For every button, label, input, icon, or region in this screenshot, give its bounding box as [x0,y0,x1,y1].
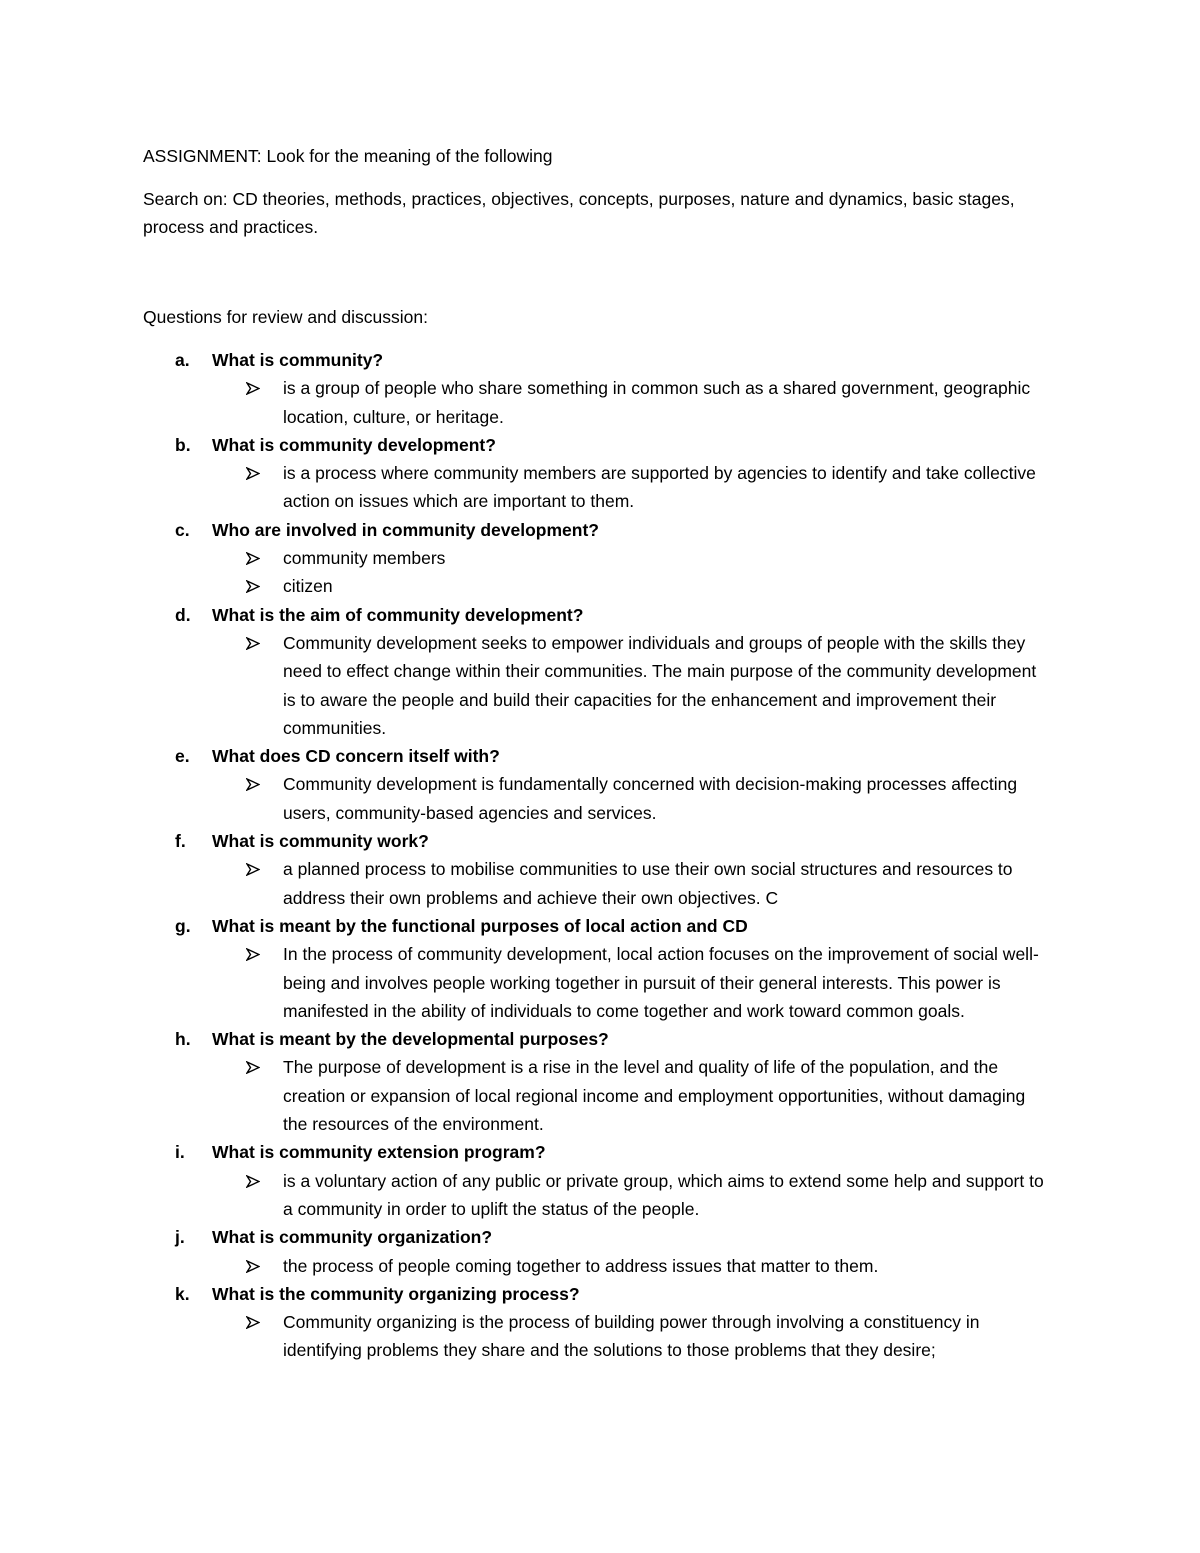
question-letter: h. [175,1029,191,1050]
answer-item [0,572,1053,600]
answer-text: citizen [283,576,333,597]
qa-item [0,1138,1200,1223]
answer-text: is a process where community members are supported by agencies to identify and take collective action on issues which are important to them. [283,463,1036,512]
answer-item [0,855,1053,912]
question-text: What is community organization? [212,1227,493,1248]
question-row [0,1223,1200,1251]
qa-item [0,516,1200,601]
question-letter: a. [175,350,190,370]
answer-list [0,770,1200,827]
answer-item [0,544,1053,572]
qa-item [0,1223,1200,1280]
question-text: What is community? [212,350,384,370]
question-row [0,516,1200,544]
arrowhead-bullet-icon [246,637,260,650]
answer-text: a planned process to mobilise communities to use their own social structures and resources to address their own problems and achieve their own objectives. C [283,859,1013,908]
arrowhead-bullet-icon [246,778,260,791]
answer-item [0,940,1053,1025]
question-text: What is community extension program? [212,1142,546,1163]
answer-list [0,374,1200,431]
question-text: What is the aim of community development? [212,604,584,625]
questions-title: Questions for review and discussion: [143,307,428,327]
search-topics: Search on: CD theories, methods, practices, objectives, concepts, purposes, nature and dynamics, basic stages, process and practices. [143,189,1015,238]
qa-item [0,912,1200,1025]
question-letter: g. [175,915,191,936]
answer-list [0,1053,1200,1138]
arrowhead-bullet-icon [246,552,260,565]
answer-list [0,1252,1200,1280]
question-row [0,431,1200,459]
question-row [0,1138,1200,1166]
answer-item [0,770,1053,827]
question-letter: c. [175,519,190,540]
answer-item [0,1308,1053,1365]
question-letter: k. [175,1283,190,1304]
answer-text: Community development is fundamentally concerned with decision-making processes affecting users, community-based agencies and services. [283,774,1018,823]
question-text: Who are involved in community development? [212,519,599,540]
question-letter: b. [175,434,191,455]
answer-text: In the process of community development, local action focuses on the improvement of social well-being and involves people working together in pursuit of their general interests. This power is manifested in the ability of individuals to come together and work toward common goals. [283,944,1039,1021]
question-text: What is meant by the functional purposes of local action and CD [212,915,748,936]
answer-text: The purpose of development is a rise in the level and quality of life of the population, and the creation or expansion of local regional income and employment opportunities, without damaging the resources of the environment. [283,1057,1026,1135]
answer-list [0,855,1200,912]
qa-item [0,1280,1200,1365]
question-text: What is the community organizing process? [212,1283,580,1304]
question-row [0,912,1200,940]
answer-list [0,1308,1200,1365]
assignment-heading: ASSIGNMENT: Look for the meaning of the following [143,146,553,166]
question-row [0,827,1200,855]
question-text: What is community work? [212,831,429,852]
arrowhead-bullet-icon [246,1175,260,1188]
answer-text: is a group of people who share something in common such as a shared government, geographic location, culture, or heritage. [283,378,1031,427]
qa-item [0,1025,1200,1138]
answer-text: Community organizing is the process of building power through involving a constituency in identifying problems they share and the solutions to those problems that they desire; [283,1312,980,1361]
question-row [0,346,1200,374]
arrowhead-bullet-icon [246,948,260,961]
answer-list [0,459,1200,516]
arrowhead-bullet-icon [246,580,260,593]
answer-item [0,1053,1053,1138]
answer-item [0,1167,1053,1224]
answer-item [0,1252,1053,1280]
question-row [0,742,1200,770]
answer-list [0,1167,1200,1224]
question-letter: i. [175,1142,185,1163]
qa-item [0,346,1200,431]
answer-text: is a voluntary action of any public or private group, which aims to extend some help and support to a community in order to uplift the status of the people. [283,1170,1044,1219]
answer-item [0,374,1053,431]
answer-text: the process of people coming together to address issues that matter to them. [283,1255,879,1276]
question-text: What is community development? [212,434,496,455]
qa-item [0,431,1200,516]
question-row [0,601,1200,629]
question-text: What is meant by the developmental purposes? [212,1029,609,1050]
arrowhead-bullet-icon [246,863,260,876]
question-row [0,1280,1200,1308]
answer-list [0,629,1200,742]
qa-list [0,346,1200,1365]
question-letter: j. [175,1227,185,1248]
qa-item [0,742,1200,827]
qa-item [0,827,1200,912]
arrowhead-bullet-icon [246,467,260,480]
answer-item [0,629,1053,742]
question-row [0,1025,1200,1053]
arrowhead-bullet-icon [246,1260,260,1273]
answer-item [0,459,1053,516]
answer-list [0,544,1200,601]
arrowhead-bullet-icon [246,1061,260,1074]
question-text: What does CD concern itself with? [212,746,500,767]
question-letter: f. [175,831,186,852]
qa-item [0,601,1200,742]
question-letter: d. [175,604,191,625]
answer-text: Community development seeks to empower individuals and groups of people with the skills they need to effect change within their communities. The main purpose of the community development is to aware the people and build their capacities for the enhancement and improvement their communities. [283,632,1037,738]
question-letter: e. [175,746,190,767]
arrowhead-bullet-icon [246,382,260,395]
answer-text: community members [283,548,446,569]
answer-list [0,940,1200,1025]
arrowhead-bullet-icon [246,1316,260,1329]
